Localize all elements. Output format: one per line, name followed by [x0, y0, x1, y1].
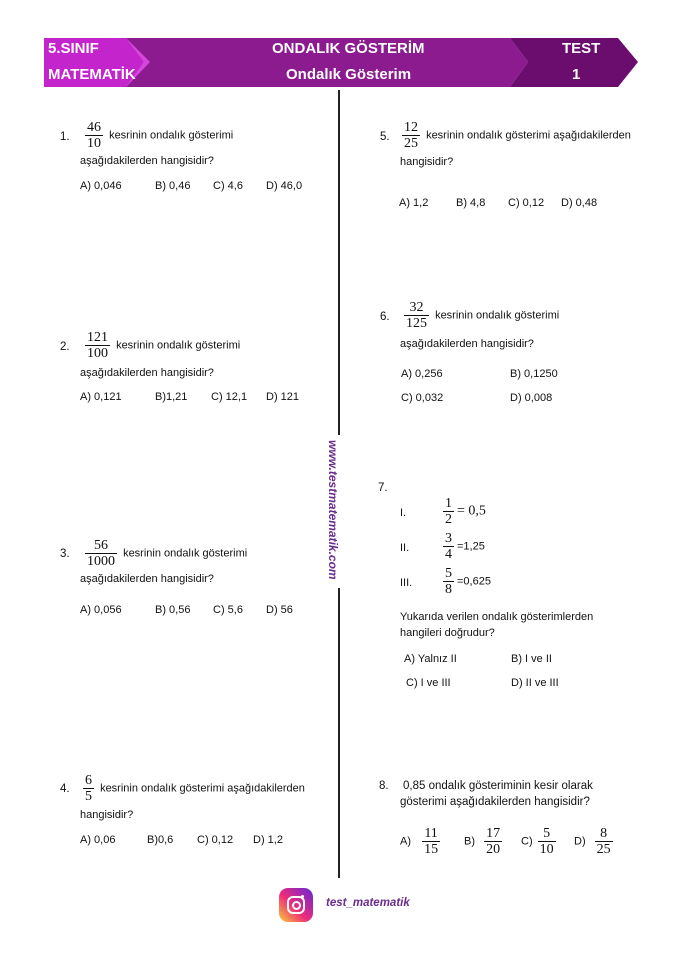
topic-title: Ondalık Gösterim — [286, 66, 412, 83]
question-text: aşağıdakilerden hangisidir? — [400, 338, 534, 350]
statement-roman: III. — [400, 577, 413, 589]
question-text: kesrinin ondalık gösterimi — [123, 547, 248, 560]
option-a[interactable]: A) Yalnız II — [404, 653, 457, 665]
option-b[interactable]: B) $\frac{17}{20}$ — [464, 826, 501, 857]
instagram-icon[interactable] — [279, 888, 313, 922]
option-b[interactable]: B)1,21 — [155, 391, 188, 403]
option-c[interactable]: C) 5,6 — [213, 604, 243, 616]
question-number: 5. — [380, 131, 390, 143]
option-a[interactable]: A) 0,046 — [80, 180, 122, 192]
statement-roman: II. — [400, 542, 410, 554]
fraction: $\frac{6}{5}$ — [85, 773, 92, 804]
question-number: 8. — [379, 780, 389, 792]
option-a[interactable]: A) 0,056 — [80, 604, 122, 616]
question-text: aşağıdakilerden hangisidir? — [80, 155, 214, 167]
option-d[interactable]: D) 56 — [266, 604, 293, 616]
fraction: $\frac{121}{100}$ — [87, 330, 108, 361]
option-d[interactable]: D) $\frac{8}{25}$ — [574, 826, 611, 857]
question-text: aşağıdakilerden hangisidir? — [80, 573, 214, 585]
subject-label: MATEMATİK — [48, 66, 136, 83]
fraction: $\frac{56}{1000}$ — [87, 538, 115, 569]
fraction: $\frac{32}{125}$ — [406, 300, 427, 331]
option-b[interactable]: B) 0,56 — [155, 604, 191, 616]
option-c[interactable]: C) 0,12 — [508, 197, 545, 209]
option-c[interactable]: C) I ve III — [406, 677, 451, 689]
option-d[interactable]: D) 0,008 — [510, 392, 553, 404]
option-c[interactable]: C) 4,6 — [213, 180, 243, 192]
option-a[interactable]: A) 0,121 — [80, 391, 122, 403]
option-a[interactable]: A) 1,2 — [399, 197, 429, 209]
question-text: gösterimi aşağıdakilerden hangisidir? — [400, 796, 590, 808]
option-b[interactable]: B) 4,8 — [456, 197, 486, 209]
option-d[interactable]: D) 46,0 — [266, 180, 303, 192]
option-b[interactable]: B) 0,1250 — [510, 368, 558, 380]
question-text: kesrinin ondalık gösterimi aşağıdakilerden — [426, 129, 631, 142]
question-text: Yukarıda verilen ondalık gösterimlerden — [400, 611, 594, 623]
option-d[interactable]: D) 0,48 — [561, 197, 598, 209]
question-text: kesrinin ondalık gösterimi — [116, 339, 241, 352]
column-divider-top — [338, 90, 340, 435]
question-number: 2. — [60, 341, 70, 353]
question-text: hangisidir? — [400, 156, 454, 168]
watermark: www.testmatematik.com — [326, 440, 340, 580]
option-b[interactable]: B) 0,46 — [155, 180, 191, 192]
question-text: aşağıdakilerden hangisidir? — [80, 367, 214, 379]
option-a[interactable]: A) 0,06 — [80, 834, 116, 846]
option-d[interactable]: D) II ve III — [511, 677, 559, 689]
option-c[interactable]: C) 0,12 — [197, 834, 234, 846]
question-text: kesrinin ondalık gösterimi aşağıdakilerden — [100, 782, 305, 795]
header-banner — [0, 0, 675, 100]
statement-roman: I. — [400, 507, 407, 519]
option-a[interactable]: A) $\frac{11}{15}$ — [400, 826, 439, 857]
grade-label: 5.SINIF — [48, 40, 99, 57]
option-d[interactable]: D) 1,2 — [253, 834, 283, 846]
statement-3: $\frac{5}{8}$ =0,625 — [445, 566, 491, 597]
question-text: kesrinin ondalık gösterimi — [435, 309, 560, 322]
question-text: hangileri doğrudur? — [400, 627, 495, 639]
question-number: 6. — [380, 311, 390, 323]
option-c[interactable]: C) 12,1 — [211, 391, 248, 403]
fraction: $\frac{12}{25}$ — [404, 120, 418, 151]
question-number: 4. — [60, 783, 70, 795]
column-divider-bottom — [338, 588, 340, 878]
option-a[interactable]: A) 0,256 — [401, 368, 443, 380]
test-number: 1 — [572, 66, 581, 83]
statement-1: $\frac{1}{2}$ = 0,5 — [445, 496, 486, 527]
question-number: 1. — [60, 131, 70, 143]
option-d[interactable]: D) 121 — [266, 391, 300, 403]
option-b[interactable]: B) I ve II — [511, 653, 552, 665]
option-c[interactable]: C) 0,032 — [401, 392, 444, 404]
test-label: TEST — [562, 40, 601, 57]
fraction: $\frac{46}{10}$ — [87, 120, 101, 151]
unit-title: ONDALIK GÖSTERİM — [272, 40, 425, 57]
option-b[interactable]: B)0,6 — [147, 834, 174, 846]
option-c[interactable]: C) $\frac{5}{10}$ — [521, 826, 554, 857]
question-number: 7. — [378, 482, 388, 494]
question-text: 0,85 ondalık gösteriminin kesir olarak — [403, 780, 593, 792]
question-number: 3. — [60, 548, 70, 560]
instagram-handle[interactable]: test_matematik — [326, 897, 410, 909]
statement-2: $\frac{3}{4}$ =1,25 — [445, 531, 485, 562]
question-text: hangisidir? — [80, 809, 134, 821]
question-text: kesrinin ondalık gösterimi — [109, 129, 234, 142]
